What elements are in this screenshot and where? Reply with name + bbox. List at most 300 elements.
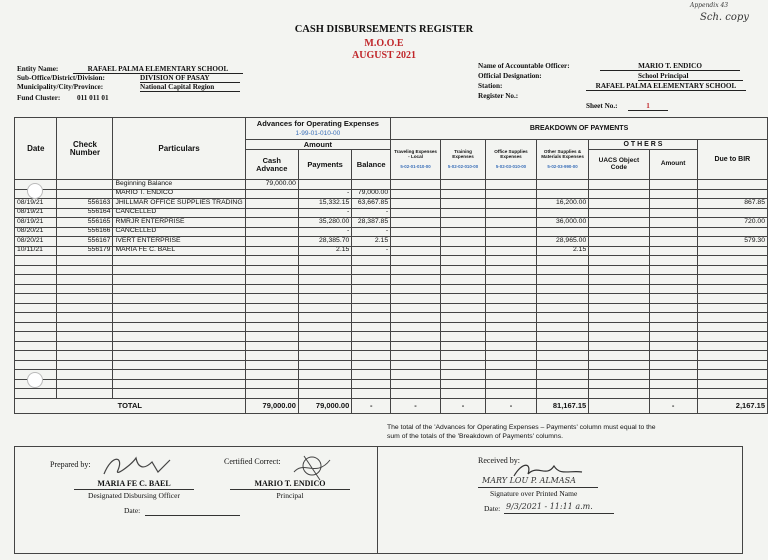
cell-check: 556167	[57, 237, 113, 247]
cell-office	[486, 351, 537, 361]
cell-payments	[298, 370, 351, 380]
cell-particulars	[113, 284, 245, 294]
header-others-amount: Amount	[649, 150, 697, 180]
cell-balance: -	[352, 208, 391, 218]
table-row-empty	[15, 389, 768, 399]
cell-training	[440, 199, 485, 209]
cell-training	[440, 189, 485, 199]
cell-traveling	[391, 322, 441, 332]
cell-cash	[245, 341, 298, 351]
cell-office	[486, 303, 537, 313]
cell-particulars	[113, 332, 245, 342]
cell-others-amount	[649, 265, 697, 275]
cell-particulars: Beginning Balance	[113, 180, 245, 190]
cell-check	[57, 389, 113, 399]
cell-other-supplies	[536, 303, 588, 313]
cell-payments	[298, 180, 351, 190]
cell-date: 08/20/21	[15, 227, 57, 237]
table-row	[15, 218, 768, 228]
cell-payments	[298, 303, 351, 313]
cell-others-amount	[649, 227, 697, 237]
header-cash-advance: Cash Advance	[245, 150, 298, 180]
total-due-bir: 2,167.15	[697, 398, 767, 413]
cell-others-amount	[649, 341, 697, 351]
cell-traveling	[391, 237, 441, 247]
office-code: 5-02-03-010-00	[495, 164, 527, 170]
cell-training	[440, 294, 485, 304]
cell-bir	[697, 265, 767, 275]
cell-office	[486, 389, 537, 399]
cell-date	[15, 275, 57, 285]
cell-others-amount	[649, 189, 697, 199]
cell-other-supplies: 28,965.00	[536, 237, 588, 247]
cell-other-supplies	[536, 180, 588, 190]
cell-balance: 79,000.00	[352, 189, 391, 199]
certified-signature-line	[230, 489, 350, 490]
cell-bir	[697, 351, 767, 361]
cell-check: 556164	[57, 208, 113, 218]
cell-traveling	[391, 370, 441, 380]
total-traveling: -	[391, 398, 441, 413]
handwritten-note: Sch. copy	[700, 12, 749, 23]
cell-cash	[245, 246, 298, 256]
binder-hole-top	[27, 183, 43, 199]
cell-date	[15, 360, 57, 370]
cell-balance	[352, 379, 391, 389]
cell-other-supplies	[536, 208, 588, 218]
cell-cash	[245, 199, 298, 209]
header-other-supplies	[536, 140, 588, 180]
table-row-empty	[15, 360, 768, 370]
header-date: Date	[15, 118, 57, 180]
cell-cash	[245, 218, 298, 228]
cell-cash	[245, 284, 298, 294]
table-row-empty	[15, 341, 768, 351]
cell-check: 556179	[57, 246, 113, 256]
cell-uacs	[589, 237, 649, 247]
cell-uacs	[589, 360, 649, 370]
cell-particulars: JHILLMAR OFFICE SUPPLIES TRADING	[113, 199, 245, 209]
cell-others-amount	[649, 237, 697, 247]
cell-date	[15, 332, 57, 342]
cell-date	[15, 256, 57, 266]
cell-bir	[697, 256, 767, 266]
cell-other-supplies	[536, 313, 588, 323]
cell-cash	[245, 313, 298, 323]
cell-others-amount	[649, 284, 697, 294]
table-row-empty	[15, 256, 768, 266]
cell-cash	[245, 208, 298, 218]
cell-traveling	[391, 199, 441, 209]
cell-date	[15, 351, 57, 361]
register-table	[14, 117, 768, 414]
cell-bir	[697, 246, 767, 256]
station-label: Station:	[478, 82, 503, 90]
municipality-value: National Capital Region	[140, 83, 240, 92]
cell-uacs	[589, 227, 649, 237]
cell-office	[486, 275, 537, 285]
cell-date	[15, 294, 57, 304]
cell-office	[486, 294, 537, 304]
total-others-amount: -	[649, 398, 697, 413]
cell-payments	[298, 275, 351, 285]
cell-uacs	[589, 322, 649, 332]
cell-particulars	[113, 294, 245, 304]
cell-uacs	[589, 246, 649, 256]
cell-cash	[245, 294, 298, 304]
sheet-label: Sheet No.:	[586, 102, 618, 110]
cell-traveling	[391, 218, 441, 228]
table-row-empty	[15, 370, 768, 380]
cell-payments: 35,280.00	[298, 218, 351, 228]
cell-traveling	[391, 332, 441, 342]
cell-check: 556165	[57, 218, 113, 228]
cell-balance	[352, 313, 391, 323]
cell-date: 10/11/21	[15, 246, 57, 256]
cell-payments	[298, 313, 351, 323]
table-row-empty	[15, 379, 768, 389]
cell-bir	[697, 180, 767, 190]
cell-uacs	[589, 218, 649, 228]
cell-other-supplies	[536, 294, 588, 304]
period-label: AUGUST 2021	[352, 50, 416, 61]
register-label: Register No.:	[478, 92, 519, 100]
prepared-label: Prepared by:	[50, 460, 91, 469]
other-supplies-code: 5-02-03-990-00	[547, 164, 578, 170]
cell-traveling	[391, 265, 441, 275]
cell-bir	[697, 303, 767, 313]
training-code: 5-02-02-010-00	[447, 164, 479, 170]
cell-date	[15, 284, 57, 294]
header-office-supplies	[486, 140, 537, 180]
cell-cash	[245, 389, 298, 399]
cell-office	[486, 180, 537, 190]
cell-uacs	[589, 208, 649, 218]
cell-uacs	[589, 313, 649, 323]
cell-payments	[298, 332, 351, 342]
cell-others-amount	[649, 180, 697, 190]
cell-balance	[352, 370, 391, 380]
table-row-empty	[15, 265, 768, 275]
cell-traveling	[391, 246, 441, 256]
fund-label: Fund Cluster:	[17, 94, 61, 102]
cell-bir: 867.85	[697, 199, 767, 209]
cell-other-supplies	[536, 284, 588, 294]
cell-training	[440, 332, 485, 342]
cell-training	[440, 180, 485, 190]
cell-office	[486, 237, 537, 247]
cell-payments: -	[298, 227, 351, 237]
cell-payments	[298, 351, 351, 361]
cell-balance	[352, 256, 391, 266]
cell-check	[57, 189, 113, 199]
cell-training	[440, 275, 485, 285]
cell-other-supplies	[536, 275, 588, 285]
table-row-empty	[15, 332, 768, 342]
cell-traveling	[391, 284, 441, 294]
cell-particulars	[113, 303, 245, 313]
cell-date	[15, 341, 57, 351]
cell-check	[57, 284, 113, 294]
cell-balance	[352, 284, 391, 294]
cell-office	[486, 370, 537, 380]
header-uacs: UACS Object Code	[589, 150, 649, 180]
cell-bir	[697, 294, 767, 304]
cell-check	[57, 265, 113, 275]
prepared-date-label: Date:	[124, 506, 141, 515]
header-breakdown: BREAKDOWN OF PAYMENTS	[391, 118, 768, 140]
cell-particulars: RMRJR ENTERPRISE	[113, 218, 245, 228]
cell-payments	[298, 389, 351, 399]
certified-name: MARIO T. ENDICO	[254, 479, 326, 488]
cell-uacs	[589, 370, 649, 380]
header-balance: Balance	[352, 150, 391, 180]
cell-payments	[298, 294, 351, 304]
cell-bir	[697, 332, 767, 342]
cell-particulars	[113, 370, 245, 380]
footnote: The total of the 'Advances for Operating Expenses – Payments' column must equal to the sum of the totals of the 'Breakdown of Payments' columns.	[387, 424, 656, 441]
cell-uacs	[589, 341, 649, 351]
header-payments: Payments	[298, 150, 351, 180]
cell-balance	[352, 265, 391, 275]
cell-other-supplies	[536, 256, 588, 266]
cell-check	[57, 351, 113, 361]
cell-traveling	[391, 275, 441, 285]
cell-others-amount	[649, 218, 697, 228]
cell-date: 08/19/21	[15, 199, 57, 209]
cell-balance: 63,667.85	[352, 199, 391, 209]
entity-label: Entity Name:	[17, 65, 59, 73]
cell-check: 556166	[57, 227, 113, 237]
cell-others-amount	[649, 370, 697, 380]
training-label: Training Expenses	[452, 149, 474, 160]
cell-traveling	[391, 341, 441, 351]
officer-label: Name of Accountable Officer:	[478, 62, 570, 70]
table-row	[15, 199, 768, 209]
cell-traveling	[391, 389, 441, 399]
cell-traveling	[391, 351, 441, 361]
cell-training	[440, 208, 485, 218]
total-payments: 79,000.00	[298, 398, 351, 413]
cell-others-amount	[649, 256, 697, 266]
cell-other-supplies: 16,200.00	[536, 199, 588, 209]
suboffice-value: DIVISION OF PASAY	[140, 74, 240, 83]
cell-office	[486, 227, 537, 237]
advances-code: 1-99-01-010-00	[245, 130, 390, 140]
cell-others-amount	[649, 199, 697, 209]
cell-uacs	[589, 332, 649, 342]
received-date-value: 9/3/2021 - 11:11 a.m.	[506, 502, 593, 511]
cell-others-amount	[649, 246, 697, 256]
cell-bir	[697, 284, 767, 294]
page-subtitle: M.O.O.E	[364, 38, 404, 49]
cell-cash	[245, 275, 298, 285]
cell-bir	[697, 227, 767, 237]
cell-payments	[298, 256, 351, 266]
total-balance: -	[352, 398, 391, 413]
cell-payments	[298, 341, 351, 351]
cell-office	[486, 313, 537, 323]
cell-balance	[352, 303, 391, 313]
cell-check	[57, 180, 113, 190]
cell-uacs	[589, 284, 649, 294]
cell-training	[440, 303, 485, 313]
prepared-signature-line	[74, 489, 194, 490]
traveling-label: Traveling Expenses - Local	[394, 149, 437, 160]
cell-particulars: MARIA FE C. BAEL	[113, 246, 245, 256]
sheet-value: 1	[628, 102, 668, 111]
cell-cash	[245, 227, 298, 237]
cell-payments	[298, 322, 351, 332]
cell-bir	[697, 322, 767, 332]
officer-value: MARIO T. ENDICO	[600, 62, 740, 71]
cell-bir	[697, 341, 767, 351]
cell-training	[440, 360, 485, 370]
cell-particulars	[113, 360, 245, 370]
cell-office	[486, 379, 537, 389]
cell-office	[486, 246, 537, 256]
cell-date: 08/20/21	[15, 237, 57, 247]
cell-particulars	[113, 275, 245, 285]
received-signature-line	[478, 487, 598, 488]
cell-cash	[245, 351, 298, 361]
cell-particulars	[113, 265, 245, 275]
total-uacs	[589, 398, 649, 413]
cell-check	[57, 294, 113, 304]
signature-divider	[377, 446, 378, 553]
cell-cash	[245, 189, 298, 199]
prepared-signature	[98, 450, 178, 482]
table-row	[15, 227, 768, 237]
received-caption: Signature over Printed Name	[490, 489, 578, 498]
cell-training	[440, 322, 485, 332]
cell-office	[486, 265, 537, 275]
cell-other-supplies	[536, 189, 588, 199]
cell-balance	[352, 351, 391, 361]
cell-date	[15, 303, 57, 313]
cell-cash	[245, 360, 298, 370]
cell-office	[486, 199, 537, 209]
cell-training	[440, 313, 485, 323]
cell-traveling	[391, 294, 441, 304]
cell-others-amount	[649, 294, 697, 304]
table-row	[15, 237, 768, 247]
table-row-empty	[15, 294, 768, 304]
cell-others-amount	[649, 313, 697, 323]
cell-balance: -	[352, 227, 391, 237]
cell-cash	[245, 322, 298, 332]
table-row-empty	[15, 313, 768, 323]
cell-payments: -	[298, 208, 351, 218]
cell-payments: 28,385.70	[298, 237, 351, 247]
cell-date	[15, 389, 57, 399]
cell-training	[440, 218, 485, 228]
cell-check	[57, 275, 113, 285]
office-label: Office Supplies Expenses	[494, 149, 528, 160]
cell-others-amount	[649, 379, 697, 389]
total-row	[15, 398, 768, 413]
cell-date	[15, 313, 57, 323]
municipality-label: Municipality/City/Province:	[17, 83, 104, 91]
cell-office	[486, 208, 537, 218]
cell-other-supplies	[536, 389, 588, 399]
cell-balance	[352, 275, 391, 285]
header-advances: Advances for Operating Expenses	[245, 118, 390, 130]
cell-particulars	[113, 351, 245, 361]
cell-balance	[352, 180, 391, 190]
cell-particulars: IVERT ENTERPRISE	[113, 237, 245, 247]
certified-label: Certified Correct:	[224, 457, 281, 466]
cell-cash	[245, 256, 298, 266]
cell-training	[440, 284, 485, 294]
header-others: O T H E R S	[589, 140, 697, 150]
cell-others-amount	[649, 208, 697, 218]
cell-training	[440, 379, 485, 389]
received-date-line	[504, 513, 614, 514]
cell-other-supplies	[536, 227, 588, 237]
cell-uacs	[589, 189, 649, 199]
total-cash-advance: 79,000.00	[245, 398, 298, 413]
designation-label: Official Designation:	[478, 72, 542, 80]
cell-check	[57, 341, 113, 351]
total-label: TOTAL	[15, 398, 246, 413]
header-amount: Amount	[245, 140, 390, 150]
cell-particulars: CANCELLED	[113, 227, 245, 237]
cell-uacs	[589, 256, 649, 266]
cell-training	[440, 237, 485, 247]
appendix-label: Appendix 43	[690, 2, 729, 9]
cell-office	[486, 322, 537, 332]
cell-bir	[697, 379, 767, 389]
cell-office	[486, 341, 537, 351]
cell-others-amount	[649, 322, 697, 332]
header-due-bir: Due to BIR	[697, 140, 767, 180]
cell-check	[57, 370, 113, 380]
cell-uacs	[589, 389, 649, 399]
cell-uacs	[589, 180, 649, 190]
cell-uacs	[589, 265, 649, 275]
cell-office	[486, 189, 537, 199]
other-supplies-label: Other Supplies & Materials Expenses	[541, 149, 584, 160]
cell-balance	[352, 322, 391, 332]
cell-other-supplies: 2.15	[536, 246, 588, 256]
cell-particulars	[113, 313, 245, 323]
station-value: RAFAEL PALMA ELEMENTARY SCHOOL	[586, 82, 746, 91]
cell-bir	[697, 275, 767, 285]
cell-other-supplies	[536, 360, 588, 370]
cell-date: 08/19/21	[15, 208, 57, 218]
prepared-date-line	[145, 515, 240, 516]
cell-other-supplies	[536, 351, 588, 361]
cell-cash	[245, 332, 298, 342]
cell-cash	[245, 303, 298, 313]
cell-others-amount	[649, 351, 697, 361]
prepared-title: Designated Disbursing Officer	[88, 491, 180, 500]
table-row-empty	[15, 303, 768, 313]
cell-check	[57, 360, 113, 370]
cell-bir: 579.30	[697, 237, 767, 247]
cell-balance: -	[352, 246, 391, 256]
cell-other-supplies	[536, 322, 588, 332]
cell-date: 08/19/21	[15, 218, 57, 228]
cell-uacs	[589, 275, 649, 285]
cell-other-supplies: 36,000.00	[536, 218, 588, 228]
cell-date	[15, 265, 57, 275]
cell-check	[57, 332, 113, 342]
cell-traveling	[391, 313, 441, 323]
cell-bir	[697, 313, 767, 323]
cell-cash	[245, 379, 298, 389]
